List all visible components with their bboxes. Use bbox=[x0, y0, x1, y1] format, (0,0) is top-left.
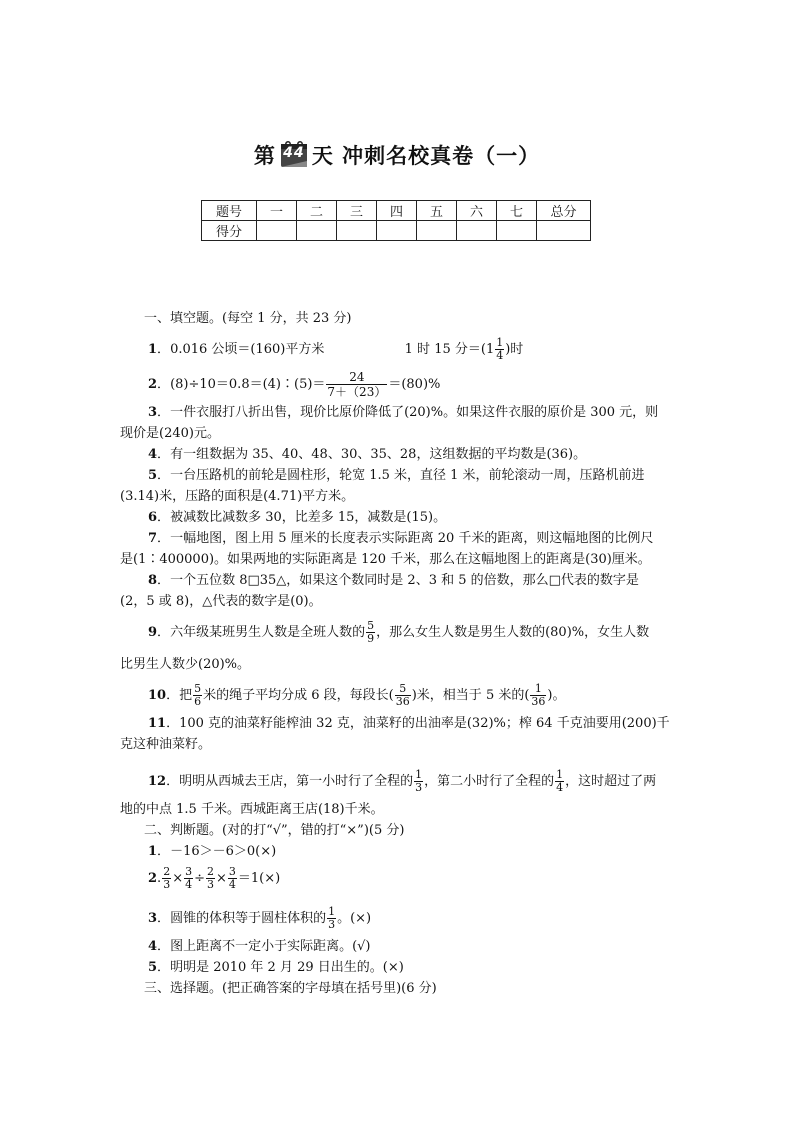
section-title: 三、选择题。(把正确答案的字母填在括号里)(6 分) bbox=[144, 981, 437, 996]
question-3: 3．一件衣服打八折出售，现价比原价降低了(20)%。如果这件衣服的原价是 300 元，则 bbox=[148, 405, 659, 420]
question-6: 6．被减数比减数多 30，比差多 15，减数是(15)。 bbox=[148, 510, 447, 525]
judge-3: 3．圆锥的体积等于圆柱体积的 $\frac{1}{3}$ 。(×) bbox=[148, 905, 372, 931]
question-11: 11．100 克的油菜籽能榨油 32 克，油菜籽的出油率是(32)%；榨 64 千克油要用(200)千 bbox=[148, 716, 670, 731]
question-2: 2．(8)÷10＝0.8＝(4)∶(5)＝ $\frac{24}{7+(23)}$ ＝(80)% bbox=[148, 370, 441, 399]
question-12: 12．明明从西城去王店，第一小时行了全程的 $\frac{1}{3}$ ，第二小时行了全程的 $\frac{1}{4}$ ，这时超过了两 bbox=[148, 768, 657, 794]
question-9: 9．六年级某班男生人数是全班人数的 $\frac{5}{9}$ ，那么女生人数是男生人数的(80)%，女生人数 bbox=[148, 619, 650, 645]
question-10: 10．把 $\frac{5}{6}$ 米的绳子平均分成 6 段，每段长( $\frac{5}{36}$ )米，相当于 5 米的( $\frac{1}{36}$ )。 bbox=[148, 682, 566, 708]
calendar-icon bbox=[279, 139, 309, 169]
day-number: 44 bbox=[283, 145, 305, 161]
page-title: 第 44 天 冲刺名校真卷（一） bbox=[0, 140, 794, 172]
question-1: 1．0.016 公顷＝(160)平方米 1 时 15 分＝(1 $\frac{1}{4}$ )时 bbox=[148, 336, 524, 362]
section-title: 一、填空题。(每空 1 分，共 23 分) bbox=[144, 311, 352, 326]
question-8: 8．一个五位数 8□35△，如果这个数同时是 2、3 和 5 的倍数，那么□代表的数字是 bbox=[148, 573, 639, 588]
question-7: 7．一幅地图，图上用 5 厘米的长度表示实际距离 20 千米的距离，则这幅地图的比例尺 bbox=[148, 531, 654, 546]
question-body: 一、填空题。(每空 1 分，共 23 分) 1．0.016 公顷＝(160)平方米 1 时 15 分＝(1 $\frac{1}{4}$ )时 2．(8)÷10＝0.8＝(4)∶(5)＝ $\frac{24}{7+(23)}$ ＝(80)% 3．一件衣服打八折出售，现价比原价降低了(20)%。如果这件衣服的原价是 300 元，则 现价是(240)元。 4．有一组数据为 35、40、48、30、35、28，这组数据的平均数是(36)。 5．一台压路机的前轮是圆柱形，轮宽 1.5 米，直径 1 米，前轮滚动一周，压路机前进 (3.14)米，压路的面积是(4.71)平方米。 6．被减数比减数多 30，比差多 15，减数是(15)。 7．一幅地图，图上用 5 厘米的长度表示实际距离 20 千米的距离，则这幅地图的比例尺 是(1∶400000)。如果两地的实际距离是 120 千米，那么在这幅地图上的距离是(30)厘米。 8．一个五位数 8□35△，如果这个数同时是 2、3 和 5 的倍数，那么□代表的数字是 (2，5 或 8)，△代表的数字是(0)。 9．六年级某班男生人数是全班人数的 $\frac{5}{9}$ ，那么女生人数是男生人数的(80)%，女生人数 比男生人数少(20)%。 10．把 $\frac{5}{6}$ 米的绳子平均分成 6 段，每段长( $\frac{5}{36}$ )米，相当于 5 米的( $\frac{1}{36}$ )。 11．100 克的油菜籽能榨油 32 克，油菜籽的出油率是(32)%；榨 64 千克油要用(200)千 克这种油菜籽。 12．明明从西城去王店，第一小时行了全程的 $\frac{1}{3}$ ，第二小时行了全程的 $\frac{1}{4}$ ，这时超过了两 地的中点 1.5 千米。西城距离王店(18)千米。 二、判断题。(对的打“√”，错的打“×”)(5 分) 1．－16＞－6＞0(×) 2. $\frac{2}{3}$ × $\frac{3}{4}$ ÷ $\frac{2}{3}$ × $\frac{3}{4}$ ＝1(×) 3．圆锥的体积等于圆柱体积的 $\frac{1}{3}$ 。(×) 4．图上距离不一定小于实际距离。(√) 5．明明是 2010 年 2 月 29 日出生的。(×) 三、选择题。(把正确答案的字母填在括号里)(6 分) bbox=[120, 308, 680, 999]
question-5: 5．一台压路机的前轮是圆柱形，轮宽 1.5 米，直径 1 米，前轮滚动一周，压路机前进 bbox=[148, 468, 645, 483]
section-title: 二、判断题。(对的打“√”，错的打“×”)(5 分) bbox=[144, 823, 405, 838]
judge-5: 5．明明是 2010 年 2 月 29 日出生的。(×) bbox=[148, 960, 404, 975]
table-row: 题号 一 二 三 四 五 六 七 总分 bbox=[202, 201, 591, 221]
judge-2: 2. $\frac{2}{3}$ × $\frac{3}{4}$ ÷ $\frac{2}{3}$ × $\frac{3}{4}$ ＝1(×) bbox=[148, 865, 281, 891]
score-table bbox=[201, 200, 591, 241]
judge-1: 1．－16＞－6＞0(×) bbox=[148, 844, 277, 859]
question-4: 4．有一组数据为 35、40、48、30、35、28，这组数据的平均数是(36)。 bbox=[148, 447, 587, 462]
table-row: 得分 bbox=[202, 221, 591, 241]
judge-4: 4．图上距离不一定小于实际距离。(√) bbox=[148, 939, 371, 954]
